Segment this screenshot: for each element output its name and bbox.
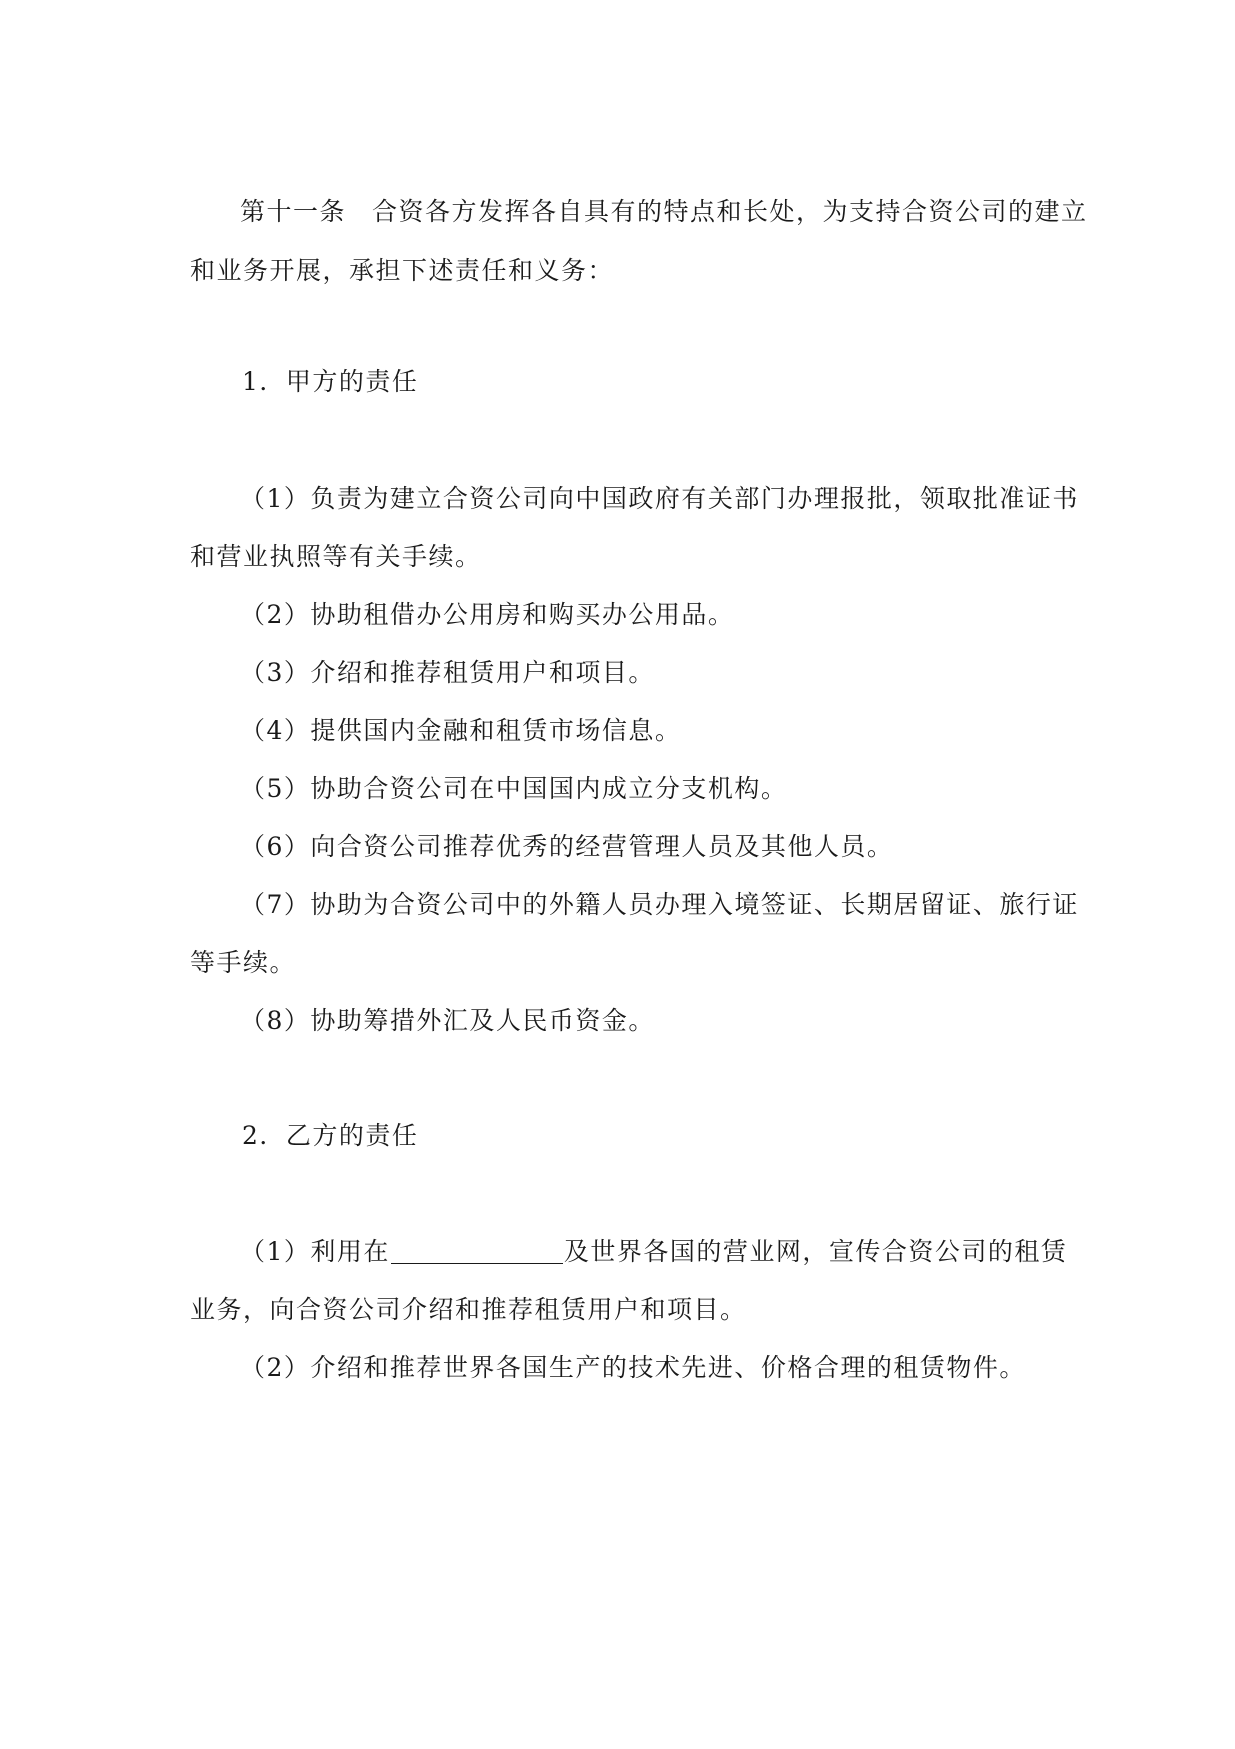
article-line-1 [240,196,1100,228]
party-b-item-1-line-1 [240,1236,1100,1268]
party-b-item-2: （2）介绍和推荐世界各国生产的技术先进、价格合理的租赁物件。 [240,1353,1026,1382]
article-title: 第十一条 [240,197,347,226]
party-a-item-6: （6）向合资公司推荐优秀的经营管理人员及其他人员。 [240,832,894,861]
party-a-heading: 1．甲方的责任 [242,367,419,396]
party-a-item-4: （4）提供国内金融和租赁市场信息。 [240,716,682,745]
article-line-2: 和业务开展，承担下述责任和义务： [190,256,615,285]
party-b-heading: 2．乙方的责任 [242,1121,419,1150]
party-a-item-1-line-2: 和营业执照等有关手续。 [190,542,482,571]
party-a-item-7-line-2: 等手续。 [190,948,297,977]
party-a-item-1-line-1: （1）负责为建立合资公司向中国政府有关部门办理报批，领取批准证书 [240,484,1079,513]
fill-in-blank [391,1239,563,1264]
party-a-item-5: （5）协助合资公司在中国国内成立分支机构。 [240,774,788,803]
party-a-item-3: （3）介绍和推荐租赁用户和项目。 [240,658,655,687]
party-b-item-1-after: 及世界各国的营业网，宣传合资公司的租赁 [563,1237,1068,1266]
party-b-item-1-before: （1）利用在 [240,1237,390,1266]
party-a-item-8: （8）协助筹措外汇及人民币资金。 [240,1006,655,1035]
party-a-item-7-line-1: （7）协助为合资公司中的外籍人员办理入境签证、长期居留证、旅行证 [240,890,1079,919]
article-text: 合资各方发挥各自具有的特点和长处，为支持合资公司的建立 [372,197,1088,226]
party-b-item-1-line-2: 业务，向合资公司介绍和推荐租赁用户和项目。 [190,1295,747,1324]
party-a-item-2: （2）协助租借办公用房和购买办公用品。 [240,600,735,629]
